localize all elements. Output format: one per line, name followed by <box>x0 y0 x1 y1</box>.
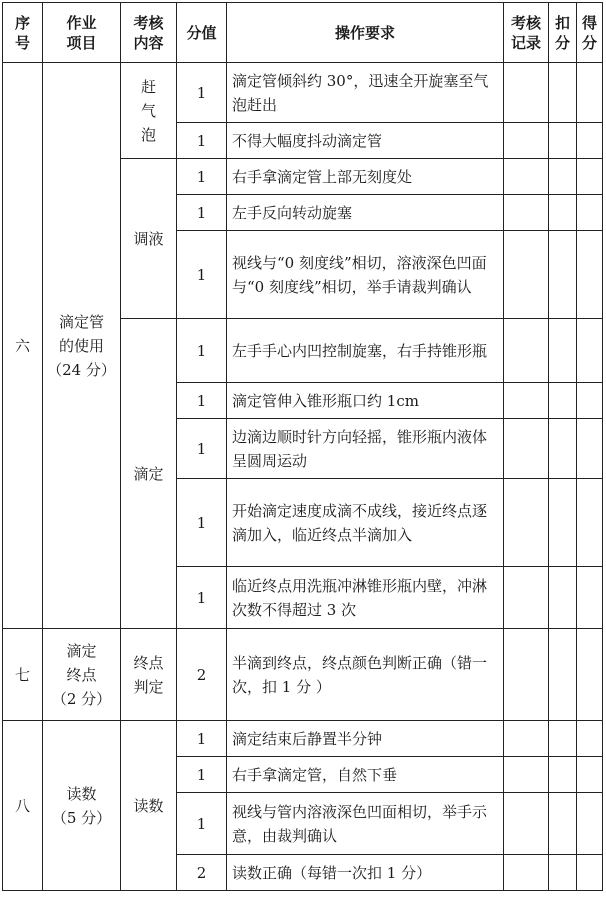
deduct-cell <box>549 629 577 721</box>
requirement-cell: 右手拿滴定管上部无刻度处 <box>227 159 504 195</box>
deduct-cell <box>549 419 577 479</box>
assessment-table-wrapper <box>2 2 603 891</box>
table-row <box>3 63 603 123</box>
record-cell <box>504 721 549 757</box>
section-seven-item: 滴定 终点 （2 分） <box>43 629 121 721</box>
gain-cell <box>577 419 603 479</box>
requirement-cell: 开始滴定速度成滴不成线，接近终点逐滴加入，临近终点半滴加入 <box>227 479 504 567</box>
header-requirement: 操作要求 <box>227 3 504 63</box>
score-cell: 2 <box>177 855 227 891</box>
section-six-seq: 六 <box>3 63 43 629</box>
group-c-content: 滴定 <box>121 319 177 629</box>
section-eight-content: 读数 <box>121 721 177 891</box>
table-row <box>3 721 603 757</box>
requirement-cell: 视线与“0 刻度线”相切，溶液深色凹面与“0 刻度线”相切，举手请裁判确认 <box>227 231 504 319</box>
gain-cell <box>577 629 603 721</box>
score-cell: 1 <box>177 231 227 319</box>
requirement-cell: 读数正确（每错一次扣 1 分） <box>227 855 504 891</box>
gain-cell <box>577 383 603 419</box>
record-cell <box>504 195 549 231</box>
deduct-cell <box>549 721 577 757</box>
record-cell <box>504 757 549 793</box>
score-cell: 1 <box>177 567 227 629</box>
deduct-cell <box>549 123 577 159</box>
deduct-cell <box>549 383 577 419</box>
deduct-cell <box>549 319 577 383</box>
requirement-cell: 滴定结束后静置半分钟 <box>227 721 504 757</box>
section-seven-seq: 七 <box>3 629 43 721</box>
deduct-cell <box>549 479 577 567</box>
deduct-cell <box>549 757 577 793</box>
record-cell <box>504 567 549 629</box>
gain-cell <box>577 231 603 319</box>
requirement-cell: 滴定管倾斜约 30°，迅速全开旋塞至气泡赶出 <box>227 63 504 123</box>
score-cell: 1 <box>177 319 227 383</box>
score-cell: 1 <box>177 195 227 231</box>
gain-cell <box>577 123 603 159</box>
score-cell: 1 <box>177 793 227 855</box>
deduct-cell <box>549 793 577 855</box>
score-cell: 1 <box>177 721 227 757</box>
gain-cell <box>577 319 603 383</box>
gain-cell <box>577 479 603 567</box>
score-cell: 1 <box>177 159 227 195</box>
record-cell <box>504 319 549 383</box>
record-cell <box>504 159 549 195</box>
header-seq: 序 号 <box>3 3 43 63</box>
score-cell: 1 <box>177 479 227 567</box>
header-record: 考核 记录 <box>504 3 549 63</box>
deduct-cell <box>549 195 577 231</box>
record-cell <box>504 855 549 891</box>
header-gain: 得 分 <box>577 3 603 63</box>
gain-cell <box>577 721 603 757</box>
header-score: 分值 <box>177 3 227 63</box>
score-cell: 1 <box>177 63 227 123</box>
section-eight-seq: 八 <box>3 721 43 891</box>
header-row <box>3 3 603 63</box>
requirement-cell: 半滴到终点，终点颜色判断正确（错一次，扣 1 分 ） <box>227 629 504 721</box>
score-cell: 1 <box>177 383 227 419</box>
section-six-item: 滴定管 的使用 （24 分） <box>43 63 121 629</box>
section-eight-item: 读数 （5 分） <box>43 721 121 891</box>
record-cell <box>504 793 549 855</box>
gain-cell <box>577 63 603 123</box>
requirement-cell: 左手手心内凹控制旋塞，右手持锥形瓶 <box>227 319 504 383</box>
gain-cell <box>577 855 603 891</box>
record-cell <box>504 383 549 419</box>
gain-cell <box>577 793 603 855</box>
gain-cell <box>577 159 603 195</box>
record-cell <box>504 479 549 567</box>
group-b-content: 调液 <box>121 159 177 319</box>
deduct-cell <box>549 231 577 319</box>
requirement-cell: 右手拿滴定管，自然下垂 <box>227 757 504 793</box>
record-cell <box>504 419 549 479</box>
header-deduct: 扣 分 <box>549 3 577 63</box>
requirement-cell: 边滴边顺时针方向轻摇，锥形瓶内液体呈圆周运动 <box>227 419 504 479</box>
record-cell <box>504 123 549 159</box>
header-content: 考核 内容 <box>121 3 177 63</box>
section-seven-content: 终点 判定 <box>121 629 177 721</box>
deduct-cell <box>549 567 577 629</box>
score-cell: 2 <box>177 629 227 721</box>
deduct-cell <box>549 159 577 195</box>
gain-cell <box>577 757 603 793</box>
assessment-table <box>2 2 603 891</box>
requirement-cell: 临近终点用洗瓶冲淋锥形瓶内壁，冲淋次数不得超过 3 次 <box>227 567 504 629</box>
score-cell: 1 <box>177 757 227 793</box>
gain-cell <box>577 195 603 231</box>
gain-cell <box>577 567 603 629</box>
record-cell <box>504 231 549 319</box>
record-cell <box>504 629 549 721</box>
deduct-cell <box>549 855 577 891</box>
score-cell: 1 <box>177 419 227 479</box>
requirement-cell: 滴定管伸入锥形瓶口约 1cm <box>227 383 504 419</box>
header-item: 作业 项目 <box>43 3 121 63</box>
group-a-content: 赶 气 泡 <box>121 63 177 159</box>
requirement-cell: 视线与管内溶液深色凹面相切，举手示意，由裁判确认 <box>227 793 504 855</box>
deduct-cell <box>549 63 577 123</box>
requirement-cell: 不得大幅度抖动滴定管 <box>227 123 504 159</box>
record-cell <box>504 63 549 123</box>
requirement-cell: 左手反向转动旋塞 <box>227 195 504 231</box>
score-cell: 1 <box>177 123 227 159</box>
table-row <box>3 629 603 721</box>
